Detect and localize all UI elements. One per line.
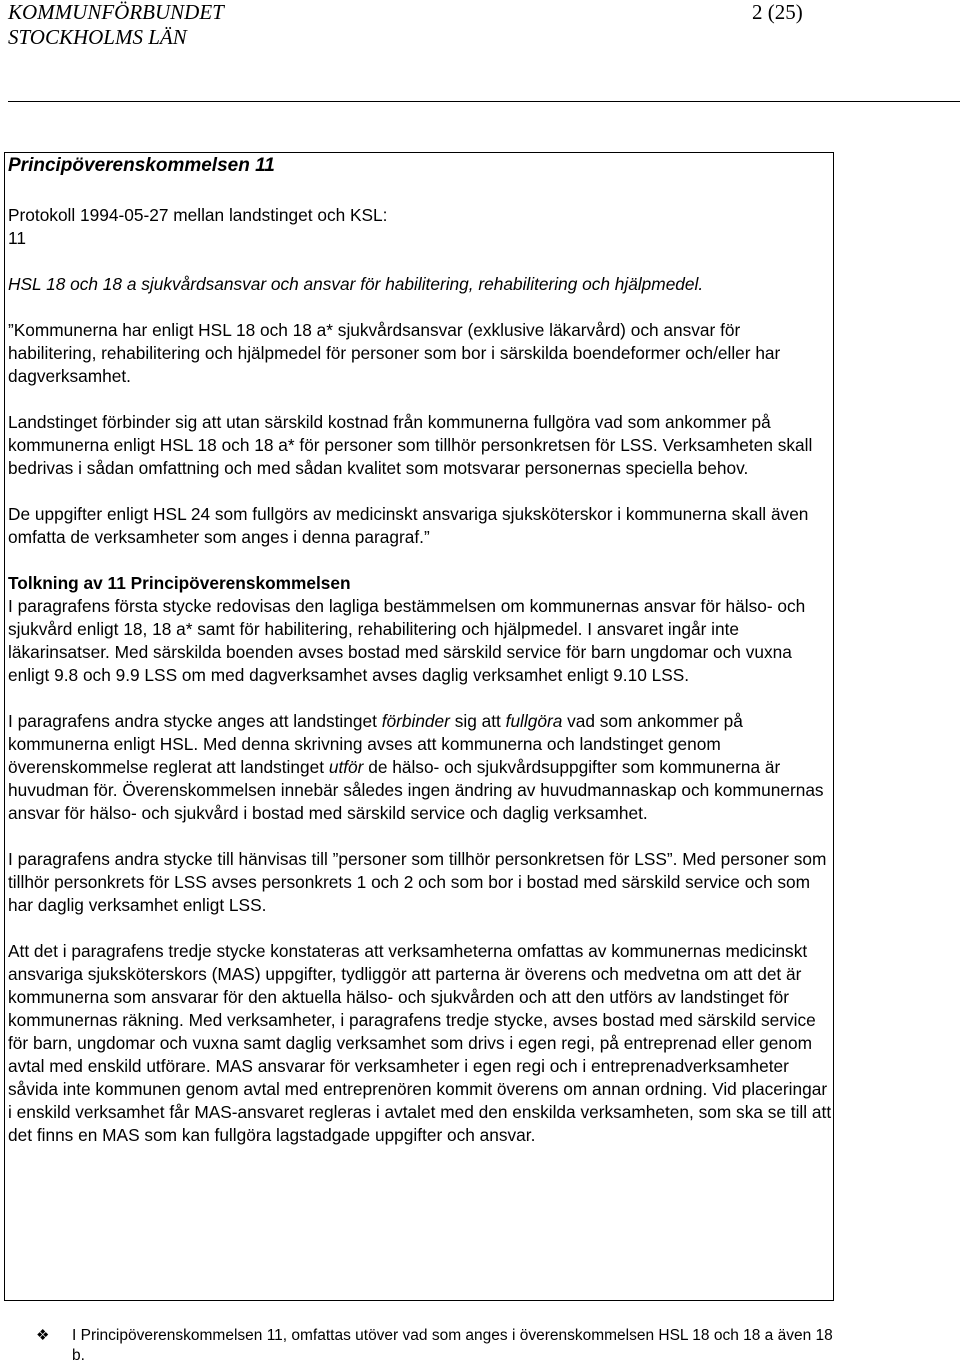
subject-line: HSL 18 och 18 a sjukvårdsansvar och ansvar för habilitering, rehabilitering och hjälpmedel. xyxy=(8,274,704,294)
org-line-1: KOMMUNFÖRBUNDET xyxy=(8,0,224,24)
quote-paragraph-3: De uppgifter enligt HSL 24 som fullgörs av medicinskt ansvariga sjuksköterskor i kommunerna skall även omfatta de verksamheter som anges i denna paragraf.” xyxy=(8,504,809,547)
footnote-text: I Principöverenskommelsen 11, omfattas utöver vad som anges i överenskommelsen HSL 18 och 18 a även 18 b. xyxy=(72,1327,833,1364)
page-number: 2 (25) xyxy=(752,0,803,24)
org-line-2: STOCKHOLMS LÄN xyxy=(8,25,187,49)
text-run: vad som ankommer på kommunerna enligt HSL. Med denna skrivning avses att kommunerna och landstinget genom överenskommelse reglerat att landstinget xyxy=(8,711,743,777)
text-run: sig att xyxy=(449,711,506,731)
footnote xyxy=(36,1326,836,1366)
quote-paragraph-2: Landstinget förbinder sig att utan särskild kostnad från kommunerna fullgöra vad som ankommer på kommunerna enligt HSL 18 och 18 a* för personer som tillhör personkretsen för LSS. Verksamheten skall bedrivas i sådan omfattning och med sådan kvalitet som motsvarar personernas speciella behov. xyxy=(8,412,813,478)
box-content xyxy=(8,154,832,1147)
quote-paragraph-1: ”Kommunerna har enligt HSL 18 och 18 a* sjukvårdsansvar (exklusive läkarvård) och ansvar för habilitering, rehabilitering och hjälpmedel för personer som bor i särskilda boendeformer och/eller har dagverksamhet. xyxy=(8,320,781,386)
text-run: de hälso- och sjukvårdsuppgifter som kommunerna är huvudman för. Överenskommelsen innebär således ingen ändring av huvudmannaskap och kommunernas ansvar för hälso- och sjukvård i bostad med särskild service och daglig verksamhet. xyxy=(8,757,824,823)
interpretation-heading: Tolkning av 11 Principöverenskommelsen xyxy=(8,573,351,593)
diamond-bullet-icon: ❖ xyxy=(36,1327,50,1344)
organization-name xyxy=(8,0,224,50)
protocol-line-1: Protokoll 1994-05-27 mellan landstinget och KSL: xyxy=(8,205,388,225)
header-divider xyxy=(8,101,960,102)
section-title: Principöverenskommelsen 11 xyxy=(8,155,275,176)
emphasis-fullgora: fullgöra xyxy=(505,711,563,731)
protocol-line-2: 11 xyxy=(8,228,26,248)
interpretation-paragraph-4: Att det i paragrafens tredje stycke konstateras att verksamheterna omfattas av kommunernas medicinskt ansvariga sjuksköterskors (MAS) uppgifter, tydliggör att parterna är överens och medvetna om att det är kommunerna som ansvarar för den aktuella hälso- och sjukvården och att den utförs av landstinget för kommunernas räkning. Med verksamheter, i paragrafens tredje stycke, avses bostad med särskild service för barn, ungdomar och vuxna samt daglig verksamhet som drivs i egen regi, på entreprenad eller genom avtal med enskild utförare. MAS ansvarar för verksamheter i egen regi och i entreprenadverksamheter såvida inte kommunen genom avtal med entreprenören kommit överens om annan ordning. Vid placeringar i enskild verksamhet får MAS-ansvaret regleras i avtalet med den enskilda verksamheten, som ska se till att det finns en MAS som kan fullgöra lagstadgade uppgifter och ansvar. xyxy=(8,941,832,1145)
interpretation-paragraph-3: I paragrafens andra stycke till hänvisas till ”personer som tillhör personkretsen för LSS”. Med personer som tillhör personkrets för LSS avses personkrets 1 och 2 och som bor i bostad med särskild service och som har daglig verksamhet enligt LSS. xyxy=(8,849,827,915)
interpretation-paragraph-2 xyxy=(8,710,832,825)
emphasis-utfor: utför xyxy=(328,757,364,777)
emphasis-forbinder: förbinder xyxy=(381,711,450,731)
text-run: I paragrafens andra stycke anges att landstinget xyxy=(8,711,382,731)
interpretation-paragraph: I paragrafens första stycke redovisas den lagliga bestämmelsen om kommunernas ansvar för hälso- och sjukvård enligt 18, 18 a* samt för habilitering, rehabilitering och hjälpmedel. I ansvaret ingår inte läkarinsatser. Med särskilda boenden avses bostad med särskild service för barn ungdomar och vuxna enligt 9.8 och 9.9 LSS om med dagverksamhet avses daglig verksamhet enligt 9.10 LSS. xyxy=(8,596,806,685)
